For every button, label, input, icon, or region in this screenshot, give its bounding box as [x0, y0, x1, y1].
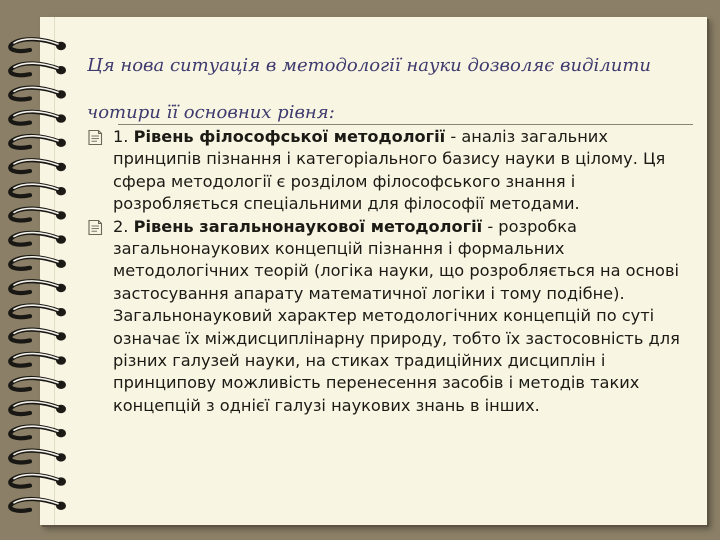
spiral-ring-icon [10, 257, 66, 269]
notebook-page-icon [87, 219, 103, 236]
spiral-ring-icon [10, 354, 66, 366]
bullet-list [87, 126, 697, 417]
item-text: - аналіз загальних принципів пізнання і категоріального базису науки в цілому. Ця сфера методології є розділом філософського знання і розробляється спеціальними для філософії методами. [113, 127, 666, 214]
title-divider [118, 124, 693, 125]
spiral-ring-icon [10, 184, 66, 196]
spiral-ring-icon [10, 378, 66, 390]
title-line-1: Ця нова ситуація в методології науки дозволяє виділити [87, 55, 651, 76]
spiral-ring-icon [10, 63, 66, 75]
spiral-ring-icon [10, 475, 66, 487]
spiral-ring-icon [10, 329, 66, 341]
spiral-ring-icon [10, 426, 66, 438]
item-number: 2. [113, 216, 129, 236]
item-number: 1. [113, 127, 129, 146]
spiral-ring-icon [10, 39, 66, 51]
spiral-ring-icon [10, 112, 66, 124]
notebook-page-icon [87, 129, 103, 146]
bullet-item-1 [87, 126, 697, 216]
spiral-ring-icon [10, 136, 66, 148]
spiral-ring-icon [10, 208, 66, 220]
item-text: - розробка загальнонаукових концепцій пізнання і формальних методологічних теорій (логіка науки, що розробляється на основі застосування апарату математичної логіки і тому подібне). Загальнонауковий характер методологічних концепцій по суті означає їх міждисциплінарну природу, тобто їх застосовність для різних галузей науки, на стиках традиційних дисциплін і принципову можливість перенесення засобів і методів таких концепцій з однієї галузі наукових знань в інших. [113, 216, 680, 415]
spiral-ring-icon [10, 281, 66, 293]
spiral-ring-icon [10, 160, 66, 172]
spiral-ring-icon [10, 499, 66, 511]
spiral-binding [0, 0, 80, 540]
spiral-ring-icon [10, 402, 66, 414]
spiral-ring-icon [10, 450, 66, 462]
item-heading: Рівень філософської методології [133, 127, 446, 146]
spiral-ring-icon [10, 87, 66, 99]
bullet-item-2 [87, 216, 697, 418]
slide-title [87, 42, 707, 136]
item-heading: Рівень загальнонаукової методології [133, 216, 483, 236]
spiral-ring-icon [10, 305, 66, 317]
spiral-ring-icon [10, 233, 66, 245]
title-line-2: чотири її основних рівня: [87, 102, 335, 123]
